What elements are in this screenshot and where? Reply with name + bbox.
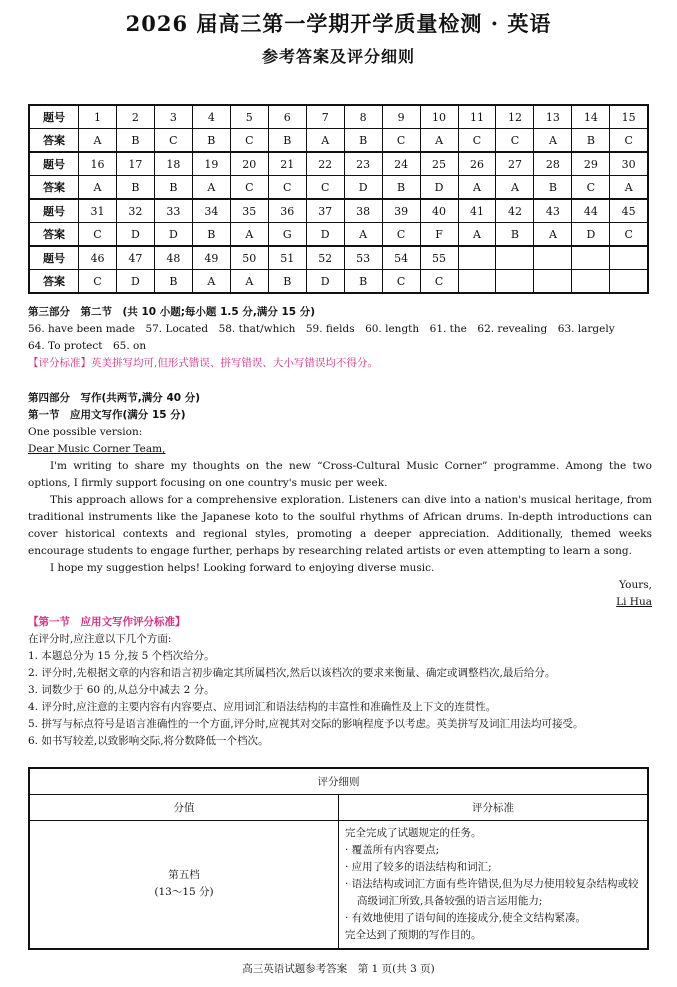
part4-heading: 第四部分 写作(共两节,满分 40 分) — [28, 392, 201, 404]
answer-cell: A — [230, 223, 268, 247]
answer-cell: B — [154, 270, 192, 294]
question-number-cell: 48 — [154, 246, 192, 270]
answer-cell: B — [116, 176, 154, 200]
answer-table — [28, 104, 649, 294]
question-number-cell: 5 — [230, 105, 268, 129]
answer-cell: C — [572, 176, 610, 200]
scoring-item: 1. 本题总分为 15 分,按 5 个档次给分。 — [28, 650, 215, 662]
question-number-cell: 37 — [306, 199, 344, 223]
page-footer: 高三英语试题参考答案 第 1 页(共 3 页) — [242, 963, 435, 975]
question-number-cell: 17 — [116, 152, 154, 176]
answer-cell: A — [420, 129, 458, 153]
question-number-row — [29, 246, 648, 270]
question-number-cell: 11 — [458, 105, 496, 129]
letter-closing: Yours, — [619, 579, 652, 591]
rubric-range: (13～15 分) — [154, 886, 214, 898]
answer-cell: C — [382, 129, 420, 153]
answer-cell: D — [154, 223, 192, 247]
question-number-cell: 9 — [382, 105, 420, 129]
answer-cell: A — [534, 223, 572, 247]
question-number-row — [29, 199, 648, 223]
question-number-cell: 38 — [344, 199, 382, 223]
answer-cell: C — [154, 129, 192, 153]
answer-cell: C — [382, 270, 420, 294]
answer-cell: D — [306, 223, 344, 247]
rubric-col-score: 分值 — [29, 794, 339, 820]
answer-cell — [458, 270, 496, 294]
answer-cell: C — [79, 223, 117, 247]
answer-cell: A — [344, 223, 382, 247]
question-number-cell: 18 — [154, 152, 192, 176]
scoring-intro: 在评分时,应注意以下几个方面: — [28, 633, 172, 645]
question-number-cell: 27 — [496, 152, 534, 176]
question-number-cell: 29 — [572, 152, 610, 176]
answer-cell: A — [79, 176, 117, 200]
question-number-cell: 46 — [79, 246, 117, 270]
question-number-cell: 15 — [610, 105, 648, 129]
answer-cell: A — [496, 176, 534, 200]
part3-answers-line1: 56. have been made 57. Located 58. that/which 59. fields 60. length 61. the 62. revealing 63. largely — [28, 323, 615, 335]
question-number-cell: 52 — [306, 246, 344, 270]
question-number-cell: 36 — [268, 199, 306, 223]
question-number-cell: 25 — [420, 152, 458, 176]
row-label-question: 题号 — [29, 246, 79, 270]
answer-cell — [610, 270, 648, 294]
scoring-section — [28, 614, 652, 750]
answer-cell: C — [230, 129, 268, 153]
scoring-item: 6. 如书写较差,以致影响交际,将分数降低一个档次。 — [28, 735, 269, 747]
letter-paragraph-3: I hope my suggestion helps! Looking forward to enjoying diverse music. — [50, 562, 435, 574]
row-label-answer: 答案 — [29, 270, 79, 294]
question-number-cell: 47 — [116, 246, 154, 270]
question-number-cell: 44 — [572, 199, 610, 223]
question-number-cell: 41 — [458, 199, 496, 223]
question-number-cell: 54 — [382, 246, 420, 270]
question-number-cell: 49 — [192, 246, 230, 270]
question-number-cell: 10 — [420, 105, 458, 129]
answer-cell: D — [306, 270, 344, 294]
question-number-cell: 1 — [79, 105, 117, 129]
row-label-question: 题号 — [29, 152, 79, 176]
page-subtitle: 参考答案及评分细则 — [261, 47, 415, 66]
question-number-cell — [572, 246, 610, 270]
answer-cell: B — [192, 129, 230, 153]
question-number-cell: 31 — [79, 199, 117, 223]
rubric-level-cell — [29, 820, 339, 949]
answer-cell: B — [116, 129, 154, 153]
answer-cell: C — [496, 129, 534, 153]
question-number-cell: 50 — [230, 246, 268, 270]
answer-cell: B — [534, 176, 572, 200]
answer-cell — [534, 270, 572, 294]
answer-cell: C — [306, 176, 344, 200]
answer-cell: G — [268, 223, 306, 247]
answer-cell: B — [344, 270, 382, 294]
scoring-heading: 【第一节 应用文写作评分标准】 — [28, 616, 186, 628]
answer-cell: A — [610, 176, 648, 200]
answer-cell: A — [192, 176, 230, 200]
question-number-cell: 20 — [230, 152, 268, 176]
question-number-cell: 22 — [306, 152, 344, 176]
question-number-cell: 55 — [420, 246, 458, 270]
scoring-item: 3. 词数少于 60 的,从总分中减去 2 分。 — [28, 684, 215, 696]
question-number-cell: 4 — [192, 105, 230, 129]
row-label-answer: 答案 — [29, 129, 79, 153]
answer-cell: B — [382, 176, 420, 200]
question-number-cell — [496, 246, 534, 270]
letter-paragraph-1: I'm writing to share my thoughts on the new “Cross-Cultural Music Corner” programme. Among the two options, I firmly support focusing on one country's music per week. — [28, 460, 652, 489]
row-label-question: 题号 — [29, 105, 79, 129]
answer-cell: C — [79, 270, 117, 294]
question-number-cell: 51 — [268, 246, 306, 270]
rubric-table — [28, 767, 649, 950]
part3-answers-line2: 64. To protect 65. on — [28, 340, 147, 352]
row-label-answer: 答案 — [29, 223, 79, 247]
answer-cell: B — [572, 129, 610, 153]
section1-heading: 第一节 应用文写作(满分 15 分) — [28, 409, 186, 421]
answer-cell: A — [458, 176, 496, 200]
answer-row — [29, 176, 648, 200]
question-number-cell: 35 — [230, 199, 268, 223]
question-number-cell: 7 — [306, 105, 344, 129]
row-label-question: 题号 — [29, 199, 79, 223]
possible-version-label: One possible version: — [28, 426, 143, 438]
answer-cell: A — [534, 129, 572, 153]
scoring-item: 2. 评分时,先根据文章的内容和语言初步确定其所属档次,然后以该档次的要求来衡量、确定或调整档次,最后给分。 — [28, 667, 556, 679]
answer-cell: C — [230, 176, 268, 200]
question-number-cell: 34 — [192, 199, 230, 223]
part4-section — [28, 390, 652, 611]
question-number-cell: 16 — [79, 152, 117, 176]
question-number-cell: 39 — [382, 199, 420, 223]
question-number-cell: 2 — [116, 105, 154, 129]
question-number-cell: 28 — [534, 152, 572, 176]
question-number-cell: 43 — [534, 199, 572, 223]
question-number-cell: 21 — [268, 152, 306, 176]
question-number-cell: 42 — [496, 199, 534, 223]
answer-cell: A — [192, 270, 230, 294]
answer-cell: C — [610, 129, 648, 153]
row-label-answer: 答案 — [29, 176, 79, 200]
question-number-cell: 30 — [610, 152, 648, 176]
question-number-cell — [534, 246, 572, 270]
scoring-item: 5. 拼写与标点符号是语言准确性的一个方面,评分时,应视其对交际的影响程度予以考虑。英美拼写及词汇用法均可接受。 — [28, 718, 584, 730]
answer-cell — [496, 270, 534, 294]
answer-row — [29, 223, 648, 247]
answer-cell: B — [268, 129, 306, 153]
answer-cell: D — [420, 176, 458, 200]
answer-cell: C — [382, 223, 420, 247]
question-number-cell — [610, 246, 648, 270]
letter-paragraph-2: This approach allows for a comprehensive exploration. Listeners can dive into a nation's musical heritage, from traditional instruments like the Japanese koto to the soulful rhythms of African drums. In-depth introductions can cover historical contexts and regional styles, promoting a deeper appreciation. Additionally, themed weeks encourage students to engage further, perhaps by researching related artists or even attempting to learn a song. — [28, 494, 652, 557]
answer-cell: F — [420, 223, 458, 247]
answer-cell: B — [268, 270, 306, 294]
question-number-cell — [458, 246, 496, 270]
question-number-cell: 24 — [382, 152, 420, 176]
question-number-cell: 45 — [610, 199, 648, 223]
rubric-line: · 语法结构或词汇方面有些许错误,但为尽力使用较复杂结构或较高级词汇所致,具备较强的语言运用能力; — [345, 877, 639, 907]
question-number-cell: 6 — [268, 105, 306, 129]
answer-row — [29, 270, 648, 294]
answer-cell: A — [230, 270, 268, 294]
question-number-cell: 3 — [154, 105, 192, 129]
answer-cell: C — [268, 176, 306, 200]
answer-cell: B — [496, 223, 534, 247]
answer-cell: D — [116, 223, 154, 247]
rubric-line: · 应用了较多的语法结构和词汇; — [345, 860, 492, 873]
question-number-cell: 23 — [344, 152, 382, 176]
letter-signature: Li Hua — [616, 596, 652, 608]
question-number-cell: 13 — [534, 105, 572, 129]
answer-cell: C — [458, 129, 496, 153]
question-number-cell: 26 — [458, 152, 496, 176]
letter-salutation: Dear Music Corner Team, — [28, 443, 166, 455]
answer-cell: B — [154, 176, 192, 200]
rubric-line: · 覆盖所有内容要点; — [345, 843, 440, 856]
answer-cell: C — [610, 223, 648, 247]
answer-cell — [572, 270, 610, 294]
answer-cell: C — [420, 270, 458, 294]
question-number-cell: 14 — [572, 105, 610, 129]
question-number-cell: 33 — [154, 199, 192, 223]
part3-section — [28, 304, 652, 372]
rubric-standard-cell — [339, 820, 649, 949]
question-number-cell: 32 — [116, 199, 154, 223]
rubric-line: 完全完成了试题规定的任务。 — [345, 826, 482, 839]
answer-cell: D — [344, 176, 382, 200]
answer-row — [29, 129, 648, 153]
rubric-title: 评分细则 — [29, 768, 648, 794]
part3-standard: 【评分标准】英美拼写均可,但形式错误、拼写错误、大小写错误均不得分。 — [28, 357, 378, 369]
answer-cell: A — [458, 223, 496, 247]
rubric-line: · 有效地使用了语句间的连接成分,使全文结构紧凑。 — [345, 911, 587, 924]
answer-cell: B — [344, 129, 382, 153]
question-number-cell: 12 — [496, 105, 534, 129]
page-title: 2026 届高三第一学期开学质量检测 · 英语 — [125, 11, 552, 36]
answer-cell: A — [79, 129, 117, 153]
question-number-row — [29, 152, 648, 176]
question-number-cell: 8 — [344, 105, 382, 129]
part3-heading: 第三部分 第二节 (共 10 小题;每小题 1.5 分,满分 15 分) — [28, 306, 316, 318]
answer-cell: A — [306, 129, 344, 153]
rubric-level: 第五档 — [168, 869, 200, 881]
question-number-cell: 53 — [344, 246, 382, 270]
answer-cell: D — [116, 270, 154, 294]
rubric-line: 完全达到了预期的写作目的。 — [345, 928, 482, 941]
question-number-cell: 40 — [420, 199, 458, 223]
rubric-col-standard: 评分标准 — [339, 794, 649, 820]
answer-cell: B — [192, 223, 230, 247]
answer-cell: D — [572, 223, 610, 247]
question-number-row — [29, 105, 648, 129]
question-number-cell: 19 — [192, 152, 230, 176]
scoring-item: 4. 评分时,应注意的主要内容有内容要点、应用词汇和语法结构的丰富性和准确性及上下文的连贯性。 — [28, 701, 497, 713]
